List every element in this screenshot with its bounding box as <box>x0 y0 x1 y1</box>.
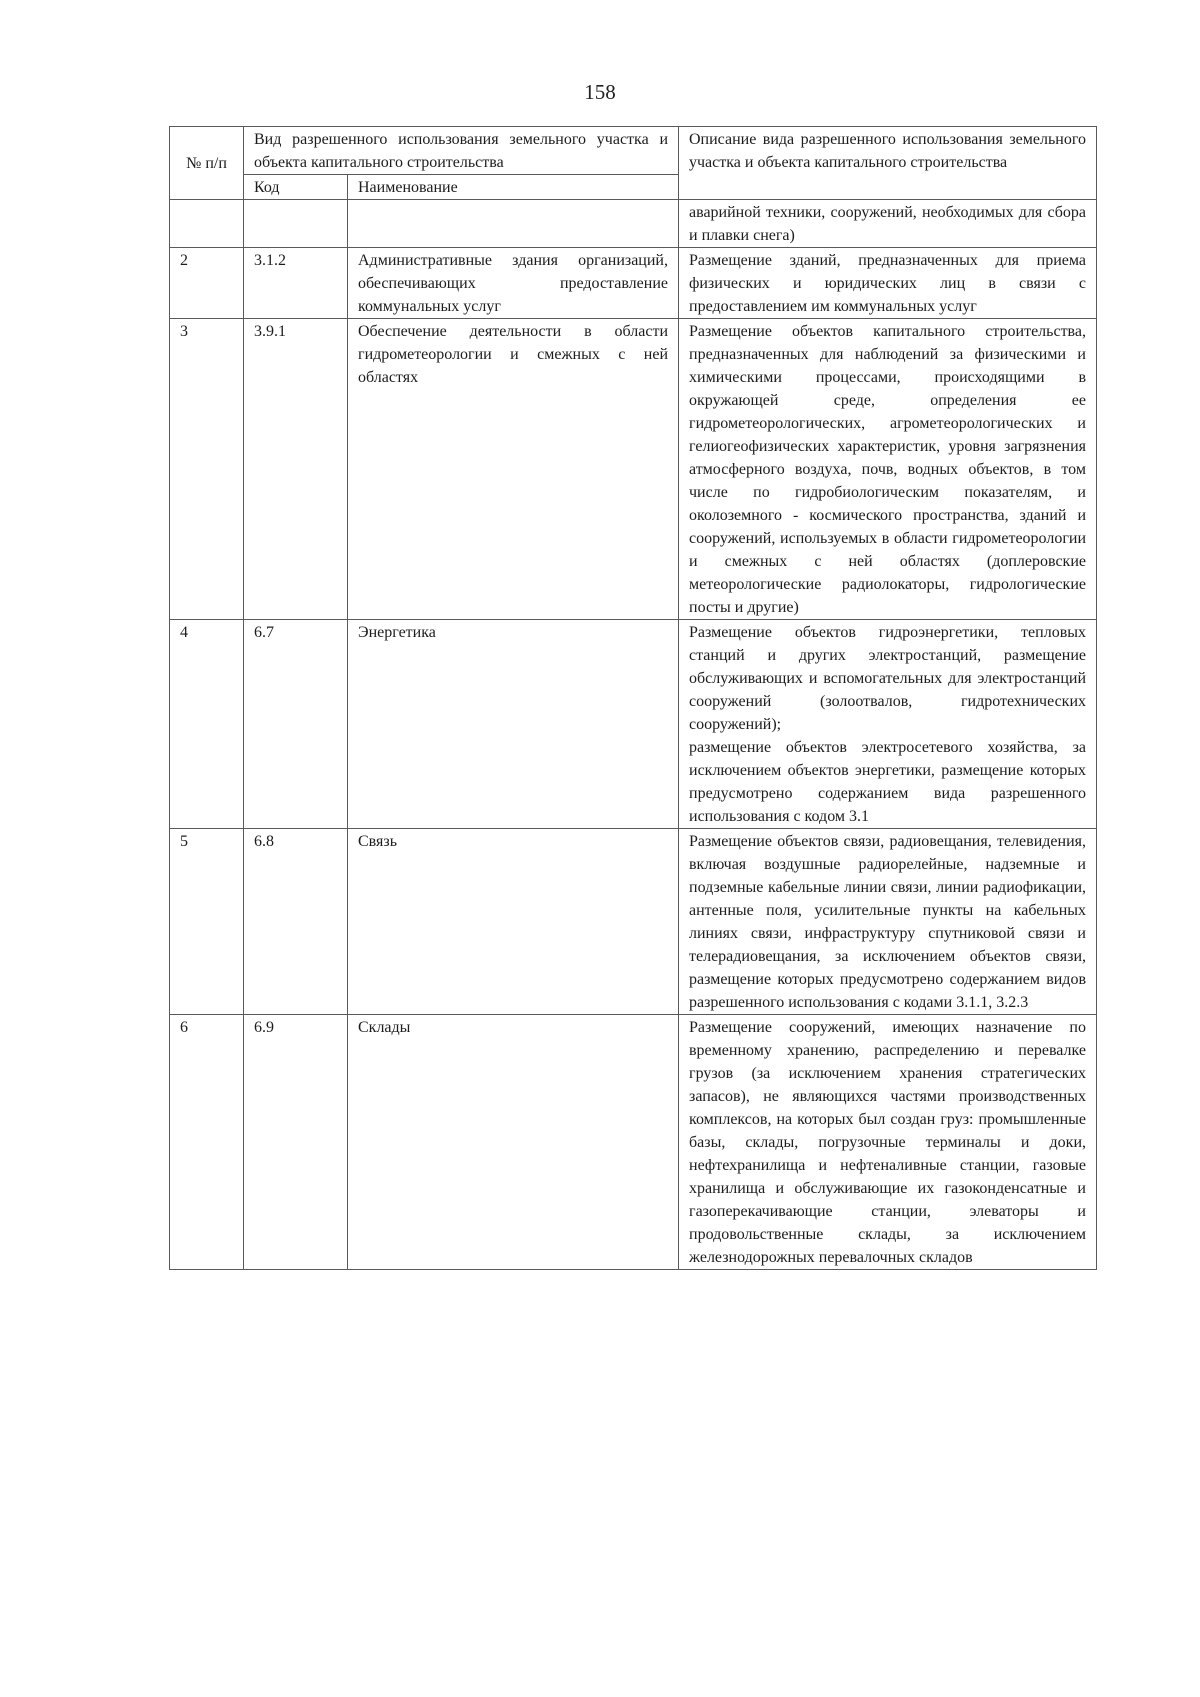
table-row <box>170 1015 1097 1270</box>
row-description-part-2: размещение объектов электросетевого хозяйства, за исключением объектов энергетики, размещение которых предусмотрено содержанием вида разрешенного использования с кодом 3.1 <box>689 739 1086 825</box>
table-header-row <box>170 127 1097 175</box>
row-number <box>170 200 244 248</box>
row-description: Размещение объектов связи, радиовещания, телевидения, включая воздушные радиорелейные, надземные и подземные кабельные линии связи, линии радиофикации, антенные поля, усилительные пункты на кабельных линиях связи, инфраструктуру спутниковой связи и телерадиовещания, за исключением объектов связи, размещение которых предусмотрено содержанием видов разрешенного использования с кодами 3.1.1, 3.2.3 <box>679 829 1097 1015</box>
row-number: 6 <box>170 1015 244 1270</box>
table-row <box>170 248 1097 319</box>
table-row <box>170 620 1097 829</box>
row-description: аварийной техники, сооружений, необходимых для сбора и плавки снега) <box>679 200 1097 248</box>
table-row <box>170 200 1097 248</box>
row-code: 3.9.1 <box>244 319 348 620</box>
row-number: 5 <box>170 829 244 1015</box>
land-use-table <box>169 126 1097 1270</box>
row-name <box>348 200 679 248</box>
row-code: 6.7 <box>244 620 348 829</box>
row-code: 3.1.2 <box>244 248 348 319</box>
row-number: 2 <box>170 248 244 319</box>
row-number: 3 <box>170 319 244 620</box>
page-number: 158 <box>584 80 616 104</box>
row-description: Размещение объектов капитального строительства, предназначенных для наблюдений за физическими и химическими процессами, происходящими в окружающей среде, определения ее гидрометеорологических, агрометеорологических и гелиогеофизических характеристик, уровня загрязнения атмосферного воздуха, почв, водных объектов, в том числе по гидробиологическим показателям, и околоземного - космического пространства, зданий и сооружений, используемых в области гидрометеорологии и смежных с ней областях (доплеровские метеорологические радиолокаторы, гидрологические посты и другие) <box>679 319 1097 620</box>
row-description: Размещение сооружений, имеющих назначение по временному хранению, распределению и перевалке грузов (за исключением хранения стратегических запасов), не являющихся частями производственных комплексов, на которых был создан груз: промышленные базы, склады, погрузочные терминалы и доки, нефтехранилища и нефтеналивные станции, газовые хранилища и обслуживающие их газоконденсатные и газоперекачивающие станции, элеваторы и продовольственные склады, за исключением железнодорожных перевалочных складов <box>679 1015 1097 1270</box>
table-row <box>170 319 1097 620</box>
row-code: 6.9 <box>244 1015 348 1270</box>
header-group-title: Вид разрешенного использования земельного участка и объекта капитального строительства <box>244 127 679 175</box>
header-number: № п/п <box>170 127 244 200</box>
header-description: Описание вида разрешенного использования земельного участка и объекта капитального строительства <box>679 127 1097 200</box>
header-code: Код <box>244 175 348 200</box>
row-name: Склады <box>348 1015 679 1270</box>
row-code: 6.8 <box>244 829 348 1015</box>
row-name: Административные здания организаций, обеспечивающих предоставление коммунальных услуг <box>348 248 679 319</box>
header-name: Наименование <box>348 175 679 200</box>
row-code <box>244 200 348 248</box>
row-name: Обеспечение деятельности в области гидрометеорологии и смежных с ней областях <box>348 319 679 620</box>
row-description <box>679 620 1097 829</box>
row-description: Размещение зданий, предназначенных для приема физических и юридических лиц в связи с предоставлением им коммунальных услуг <box>679 248 1097 319</box>
row-name: Связь <box>348 829 679 1015</box>
row-name: Энергетика <box>348 620 679 829</box>
table-row <box>170 829 1097 1015</box>
row-number: 4 <box>170 620 244 829</box>
row-description-part-1: Размещение объектов гидроэнергетики, тепловых станций и других электростанций, размещение обслуживающих и вспомогательных для электростанций сооружений (золоотвалов, гидротехнических сооружений); <box>689 624 1086 733</box>
